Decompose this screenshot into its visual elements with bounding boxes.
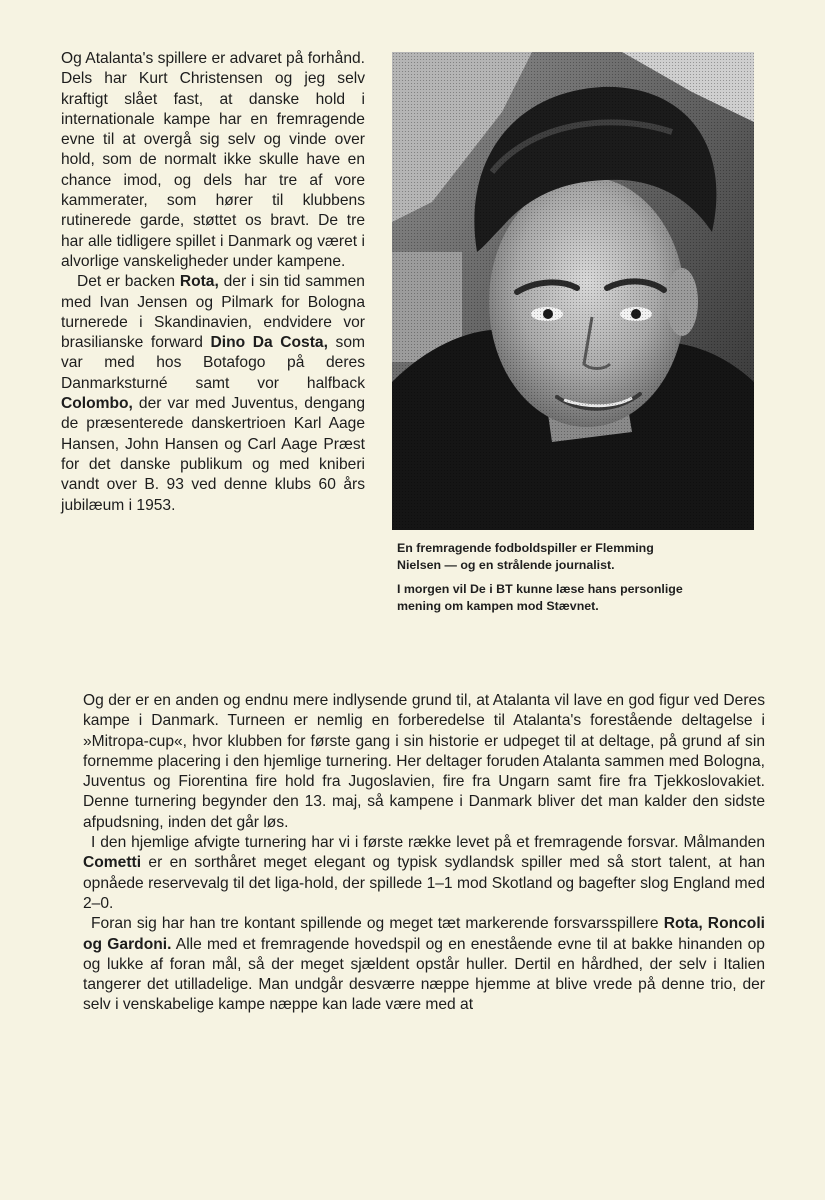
text-run: som var med hos Botafogo på deres Danmarksturné samt vor halfback [61,334,365,392]
full-width-text [83,691,765,1016]
player-name-colombo: Colombo, [61,395,133,413]
player-name-dino-da-costa: Dino Da Costa, [210,334,328,352]
text-run: der i sin tid sammen med Ivan Jensen og Pilmark for Bologna turnerede i Skandinavien, endvidere vor brasilianske forward [61,273,365,352]
player-name-rota: Rota, [179,273,219,291]
player-name-cometti: Cometti [83,854,142,872]
caption-line-1: En fremragende fodboldspiller er Flemming Nielsen — og en strålende journalist. [397,541,654,572]
text-run: Foran sig har han tre kontant spillende og meget tæt markerende forsvarsspillere [91,915,664,933]
portrait-illustration [392,52,754,530]
paragraph-trio [83,914,765,1015]
portrait-photo [392,52,754,530]
caption-line-2: I morgen vil De i BT kunne læse hans personlige mening om kampen mod Stævnet. [397,582,683,613]
player-names-trio: Rota, Roncoli og Gardoni. [83,915,765,953]
text-run: Alle med et fremragende hovedspil og en enestående evne til at bakke hinanden op og lukke af foran mål, så der meget sjældent opstår huller. Dertil en hårdhed, der selv i Italien tangerer det utilladelige. Man undgår desværre næppe hjemme at blive vrede på denne trio, der selv i venskabelige kampe næppe kan lade være med at [83,935,765,1014]
paragraph-defence [83,833,765,914]
paragraph-intro: Og Atalanta's spillere er advaret på forhånd. Dels har Kurt Christensen og jeg selv kraftigt slået fast, at danske hold i internationale kampe har en fremragende evne til at overgå sig selv og vinde over hold, som de normalt ikke skulle have en chance imod, og dels har tre af vore kammerater, som hører til klubbens rutinerede garde, støttet os bravt. De tre har alle tidligere spillet i Danmark og været i alvorlige vanskeligheder under kampene. [61,50,365,270]
text-run: der var med Juventus, dengang de præsenterede danskertrioen Karl Aage Hansen, John Hansen og Carl Aage Præst for det danske publikum og med kniberi vandt over B. 93 ved denne klubs 60 års jubilæum i 1953. [61,395,365,514]
text-run: er en sorthåret meget elegant og typisk sydlandsk spiller med så stort talent, at han opnåede reservevalg til det liga-hold, der spillede 1–1 mod Skotland og bagefter slog England med 2–0. [83,854,765,912]
paragraph-mitropa: Og der er en anden og endnu mere indlysende grund til, at Atalanta vil lave en god figur ved Deres kampe i Danmark. Turneen er nemlig en forberedelse til Atalanta's forestående deltagelse i »Mitropa-cup«, hvor klubben for første gang i sin historie er udpeget til at deltage, på grund af sin fornemme placering i den hjemlige turnering. Her deltager foruden Atalanta sammen med Bologna, Juventus og Fiorentina fire hold fra Jugoslavien, fire fra Ungarn samt fire fra Tjekkoslovakiet. Denne turnering begynder den 13. maj, så kampene i Danmark bliver det man kalder den sidste afpudsning, inden det går løs. [83,692,765,831]
text-run: Det er backen [77,273,180,291]
paragraph-players [61,272,365,516]
text-run: I den hjemlige afvigte turnering har vi i første række levet på et fremragende forsvar. Målmanden [91,834,765,852]
left-column-text [61,49,365,516]
photo-caption [397,540,697,614]
